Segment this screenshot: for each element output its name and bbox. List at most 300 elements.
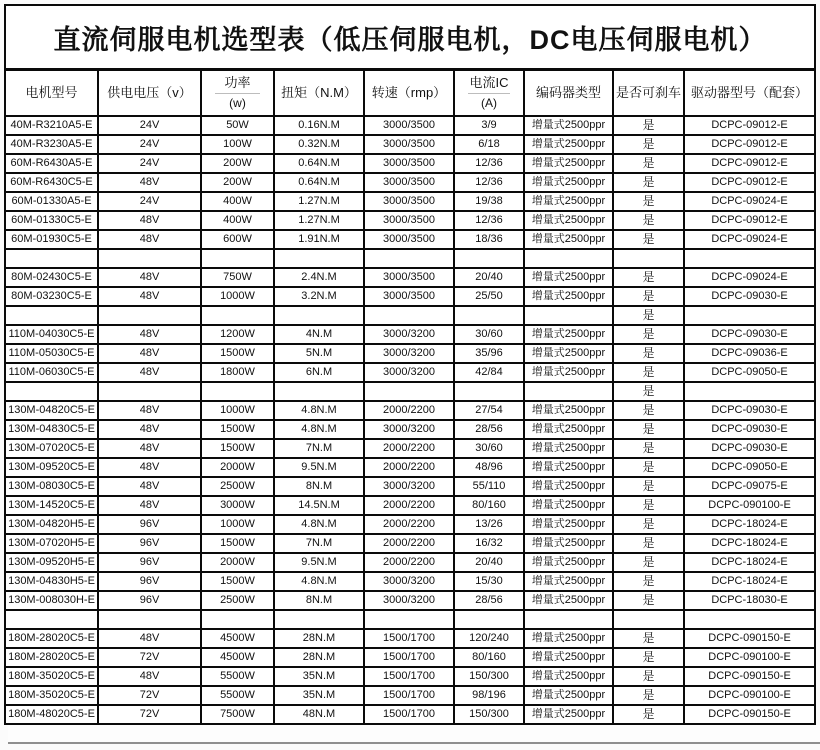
table-cell-model [5,306,98,325]
column-header-torque [274,70,364,117]
table-cell-current: 12/36 [454,211,524,230]
table-row [5,591,815,610]
table-cell-speed: 2000/2200 [364,553,454,572]
table-cell-voltage: 48V [98,420,201,439]
column-header-label: 功率 [224,74,251,90]
table-cell-torque: 4.8N.M [274,401,364,420]
table-cell-voltage [98,249,201,268]
table-row [5,268,815,287]
table-cell-current: 98/196 [454,686,524,705]
table-cell-speed: 3000/3500 [364,287,454,306]
table-cell-brake: 是 [613,572,684,591]
table-cell-torque: 0.32N.M [274,135,364,154]
table-cell-torque: 28N.M [274,629,364,648]
column-header-sublabel: (A) [468,93,510,111]
table-cell-driver [684,306,815,325]
table-cell-speed: 3000/3200 [364,477,454,496]
table-cell-speed: 2000/2200 [364,401,454,420]
table-cell-encoder: 增量式2500ppr [524,572,613,591]
table-cell-voltage: 72V [98,686,201,705]
table-cell-encoder: 增量式2500ppr [524,420,613,439]
table-row [5,363,815,382]
table-cell-torque: 48N.M [274,705,364,724]
table-cell-power: 1500W [201,572,274,591]
table-cell-torque: 8N.M [274,591,364,610]
table-cell-torque [274,306,364,325]
table-row [5,648,815,667]
table-cell-speed: 1500/1700 [364,686,454,705]
table-cell-speed: 2000/2200 [364,439,454,458]
table-cell-model: 130M-09520C5-E [5,458,98,477]
table-cell-voltage: 24V [98,135,201,154]
table-cell-speed: 2000/2200 [364,515,454,534]
table-cell-current: 6/18 [454,135,524,154]
table-cell-current: 25/50 [454,287,524,306]
table-cell-voltage: 48V [98,629,201,648]
table-cell-speed: 3000/3500 [364,135,454,154]
table-cell-model: 130M-08030C5-E [5,477,98,496]
table-cell-model: 180M-28020C5-E [5,648,98,667]
table-cell-driver: DCPC-09050-E [684,458,815,477]
table-cell-brake: 是 [613,515,684,534]
table-cell-brake: 是 [613,591,684,610]
table-cell-torque: 35N.M [274,686,364,705]
table-cell-torque: 0.64N.M [274,154,364,173]
table-cell-brake: 是 [613,211,684,230]
table-cell-speed: 1500/1700 [364,667,454,686]
table-row [5,534,815,553]
table-cell-torque: 3.2N.M [274,287,364,306]
table-cell-torque [274,610,364,629]
table-cell-power: 5500W [201,667,274,686]
table-cell-current: 13/26 [454,515,524,534]
table-cell-brake: 是 [613,116,684,135]
table-cell-encoder: 增量式2500ppr [524,705,613,724]
column-header-voltage [98,70,201,117]
table-cell-model: 110M-05030C5-E [5,344,98,363]
table-cell-driver [684,610,815,629]
table-cell-model: 130M-04820H5-E [5,515,98,534]
table-cell-speed: 3000/3200 [364,420,454,439]
table-cell-driver: DCPC-18024-E [684,572,815,591]
table-cell-brake: 是 [613,382,684,401]
table-cell-torque: 5N.M [274,344,364,363]
table-cell-current: 28/56 [454,591,524,610]
column-header-current [454,70,524,117]
table-cell-brake: 是 [613,439,684,458]
table-cell-torque: 1.91N.M [274,230,364,249]
table-cell-model: 180M-35020C5-E [5,667,98,686]
table-cell-voltage: 96V [98,534,201,553]
table-cell-power: 2000W [201,553,274,572]
table-cell-power: 1500W [201,420,274,439]
table-cell-voltage: 24V [98,192,201,211]
table-cell-encoder [524,306,613,325]
table-cell-power: 200W [201,154,274,173]
table-cell-voltage [98,306,201,325]
table-cell-voltage: 48V [98,477,201,496]
table-cell-encoder: 增量式2500ppr [524,325,613,344]
table-cell-driver: DCPC-09012-E [684,116,815,135]
table-cell-model: 40M-R3210A5-E [5,116,98,135]
table-row [5,230,815,249]
column-header-encoder [524,70,613,117]
table-cell-power [201,306,274,325]
table-cell-power: 1000W [201,287,274,306]
table-row [5,553,815,572]
table-body [5,116,815,724]
table-row [5,325,815,344]
table-cell-current: 28/56 [454,420,524,439]
table-cell-driver: DCPC-090100-E [684,496,815,515]
table-cell-encoder: 增量式2500ppr [524,591,613,610]
table-cell-driver: DCPC-09030-E [684,287,815,306]
table-cell-current: 80/160 [454,648,524,667]
table-cell-driver: DCPC-090150-E [684,705,815,724]
table-cell-encoder: 增量式2500ppr [524,496,613,515]
table-cell-brake: 是 [613,154,684,173]
table-cell-encoder: 增量式2500ppr [524,686,613,705]
table-cell-voltage: 48V [98,287,201,306]
table-cell-brake: 是 [613,287,684,306]
table-cell-driver: DCPC-090100-E [684,686,815,705]
table-cell-speed: 3000/3500 [364,116,454,135]
table-row [5,116,815,135]
table-cell-current: 30/60 [454,325,524,344]
column-header-label: 转速（rmp） [371,84,447,100]
column-header-speed [364,70,454,117]
table-cell-power: 1800W [201,363,274,382]
table-cell-current: 16/32 [454,534,524,553]
table-cell-encoder: 增量式2500ppr [524,648,613,667]
table-cell-model [5,610,98,629]
table-cell-voltage: 48V [98,496,201,515]
table-cell-model: 60M-01930C5-E [5,230,98,249]
table-cell-model: 60M-R6430A5-E [5,154,98,173]
table-cell-encoder: 增量式2500ppr [524,173,613,192]
table-cell-torque: 9.5N.M [274,553,364,572]
table-row [5,192,815,211]
table-cell-current: 20/40 [454,268,524,287]
column-header-label: 编码器类型 [535,84,601,100]
table-cell-driver: DCPC-18024-E [684,553,815,572]
table-cell-driver: DCPC-090150-E [684,629,815,648]
table-cell-torque: 28N.M [274,648,364,667]
table-cell-voltage: 48V [98,458,201,477]
table-cell-driver: DCPC-18024-E [684,534,815,553]
table-cell-torque: 4.8N.M [274,420,364,439]
table-cell-speed: 1500/1700 [364,705,454,724]
table-cell-torque: 4.8N.M [274,515,364,534]
table-cell-encoder: 增量式2500ppr [524,515,613,534]
table-cell-speed: 3000/3500 [364,268,454,287]
table-cell-driver: DCPC-09030-E [684,401,815,420]
table-cell-torque: 4.8N.M [274,572,364,591]
table-cell-voltage: 48V [98,230,201,249]
table-cell-current: 15/30 [454,572,524,591]
table-cell-speed: 1500/1700 [364,648,454,667]
table-cell-driver: DCPC-09050-E [684,363,815,382]
table-cell-brake: 是 [613,458,684,477]
table-row [5,458,815,477]
table-cell-encoder: 增量式2500ppr [524,458,613,477]
table-row [5,154,815,173]
table-cell-encoder: 增量式2500ppr [524,154,613,173]
table-cell-driver: DCPC-09030-E [684,439,815,458]
table-cell-power: 400W [201,211,274,230]
table-cell-voltage: 96V [98,591,201,610]
table-cell-current [454,382,524,401]
table-cell-power: 4500W [201,648,274,667]
column-header-label: 扭矩（N.M） [281,84,357,100]
table-cell-torque: 35N.M [274,667,364,686]
table-cell-current: 150/300 [454,667,524,686]
table-cell-torque: 0.16N.M [274,116,364,135]
table-cell-current: 12/36 [454,173,524,192]
table-cell-model: 60M-01330A5-E [5,192,98,211]
column-header-label: 是否可刹车 [615,84,681,100]
table-cell-brake: 是 [613,173,684,192]
table-cell-speed: 3000/3500 [364,154,454,173]
table-cell-encoder [524,382,613,401]
table-cell-driver [684,382,815,401]
table-cell-model: 80M-02430C5-E [5,268,98,287]
table-cell-model: 180M-28020C5-E [5,629,98,648]
table-cell-voltage: 48V [98,325,201,344]
table-cell-driver: DCPC-09012-E [684,154,815,173]
table-cell-driver: DCPC-18030-E [684,591,815,610]
table-cell-power: 3000W [201,496,274,515]
table-cell-current: 55/110 [454,477,524,496]
table-cell-brake: 是 [613,192,684,211]
empty-separator-row [5,610,815,629]
table-cell-brake: 是 [613,420,684,439]
table-cell-model: 130M-04820C5-E [5,401,98,420]
table-cell-voltage: 24V [98,116,201,135]
table-cell-model: 60M-01330C5-E [5,211,98,230]
table-cell-voltage: 96V [98,515,201,534]
table-cell-driver: DCPC-09024-E [684,268,815,287]
table-cell-speed: 3000/3200 [364,591,454,610]
table-cell-power: 2500W [201,477,274,496]
table-cell-speed: 3000/3500 [364,230,454,249]
table-cell-voltage: 48V [98,211,201,230]
table-cell-driver: DCPC-090150-E [684,667,815,686]
table-cell-power [201,249,274,268]
table-cell-speed [364,610,454,629]
table-cell-brake: 是 [613,344,684,363]
table-cell-brake [613,249,684,268]
table-cell-current: 19/38 [454,192,524,211]
table-cell-encoder: 增量式2500ppr [524,553,613,572]
table-cell-brake: 是 [613,553,684,572]
table-cell-model: 130M-07020C5-E [5,439,98,458]
table-cell-torque: 7N.M [274,439,364,458]
table-cell-power: 2000W [201,458,274,477]
table-cell-power [201,610,274,629]
table-cell-speed: 3000/3500 [364,192,454,211]
column-header-power [201,70,274,117]
table-cell-current: 27/54 [454,401,524,420]
table-cell-driver: DCPC-09024-E [684,230,815,249]
table-cell-voltage: 48V [98,401,201,420]
table-cell-power: 1000W [201,515,274,534]
table-cell-encoder: 增量式2500ppr [524,344,613,363]
table-cell-speed: 2000/2200 [364,534,454,553]
table-row [5,135,815,154]
table-cell-encoder [524,610,613,629]
column-header-sublabel: (w) [215,93,259,111]
table-cell-speed: 2000/2200 [364,458,454,477]
table-cell-current: 18/36 [454,230,524,249]
table-cell-power: 4500W [201,629,274,648]
table-cell-model: 110M-04030C5-E [5,325,98,344]
table-cell-model: 60M-R6430C5-E [5,173,98,192]
table-cell-driver [684,249,815,268]
table-row [5,382,815,401]
table-cell-power: 1500W [201,344,274,363]
table-cell-current: 30/60 [454,439,524,458]
table-cell-power: 1200W [201,325,274,344]
table-row [5,477,815,496]
table-cell-encoder: 增量式2500ppr [524,211,613,230]
table-cell-voltage: 24V [98,154,201,173]
table-cell-power [201,382,274,401]
table-cell-voltage: 96V [98,572,201,591]
table-cell-driver: DCPC-09024-E [684,192,815,211]
table-cell-speed: 3000/3200 [364,363,454,382]
table-cell-torque: 14.5N.M [274,496,364,515]
table-cell-encoder: 增量式2500ppr [524,135,613,154]
table-cell-torque: 0.64N.M [274,173,364,192]
table-cell-torque: 8N.M [274,477,364,496]
table-cell-model: 130M-07020H5-E [5,534,98,553]
table-cell-current: 48/96 [454,458,524,477]
table-cell-brake: 是 [613,325,684,344]
table-cell-brake: 是 [613,363,684,382]
table-cell-brake: 是 [613,306,684,325]
table-cell-brake: 是 [613,686,684,705]
table-cell-current: 12/36 [454,154,524,173]
table-cell-torque: 4N.M [274,325,364,344]
table-cell-encoder: 增量式2500ppr [524,477,613,496]
table-cell-power: 1500W [201,439,274,458]
column-header-driver [684,70,815,117]
table-cell-driver: DCPC-09030-E [684,420,815,439]
table-row [5,496,815,515]
table-cell-voltage: 48V [98,667,201,686]
table-cell-model: 40M-R3230A5-E [5,135,98,154]
table-row [5,287,815,306]
table-cell-torque [274,382,364,401]
title-row [5,5,815,70]
table-cell-torque: 9.5N.M [274,458,364,477]
table-cell-encoder: 增量式2500ppr [524,230,613,249]
table-cell-torque: 1.27N.M [274,211,364,230]
table-cell-speed: 1500/1700 [364,629,454,648]
table-cell-encoder: 增量式2500ppr [524,439,613,458]
table-cell-voltage: 72V [98,648,201,667]
table-title: 直流伺服电机选型表（低压伺服电机，DC电压伺服电机） [5,5,815,70]
table-row [5,686,815,705]
column-header-label: 电机型号 [25,84,78,100]
motor-selection-table [4,4,816,725]
table-cell-driver: DCPC-18024-E [684,515,815,534]
table-cell-current: 80/160 [454,496,524,515]
table-row [5,306,815,325]
table-cell-brake [613,610,684,629]
table-cell-model: 130M-008030H-E [5,591,98,610]
table-cell-power: 400W [201,192,274,211]
table-cell-model: 80M-03230C5-E [5,287,98,306]
table-row [5,173,815,192]
table-cell-model: 130M-04830H5-E [5,572,98,591]
table-cell-model [5,382,98,401]
table-row [5,629,815,648]
table-cell-current [454,249,524,268]
table-cell-power: 50W [201,116,274,135]
table-cell-current [454,306,524,325]
table-cell-speed [364,382,454,401]
table-row [5,420,815,439]
table-cell-brake: 是 [613,629,684,648]
table-cell-speed: 3000/3500 [364,173,454,192]
table-cell-driver: DCPC-09075-E [684,477,815,496]
table-cell-encoder [524,249,613,268]
table-cell-driver: DCPC-09036-E [684,344,815,363]
table-cell-voltage [98,382,201,401]
table-cell-voltage: 48V [98,439,201,458]
table-cell-speed [364,249,454,268]
table-cell-encoder: 增量式2500ppr [524,534,613,553]
table-cell-brake: 是 [613,401,684,420]
cutoff-row-edge [8,725,820,744]
table-cell-voltage: 96V [98,553,201,572]
table-cell-speed: 3000/3200 [364,325,454,344]
table-cell-driver: DCPC-09030-E [684,325,815,344]
table-cell-model: 130M-14520C5-E [5,496,98,515]
table-row [5,401,815,420]
table-cell-brake: 是 [613,648,684,667]
table-row [5,344,815,363]
table-cell-encoder: 增量式2500ppr [524,268,613,287]
table-cell-power: 600W [201,230,274,249]
table-cell-model: 180M-48020C5-E [5,705,98,724]
table-cell-brake: 是 [613,667,684,686]
table-cell-power: 7500W [201,705,274,724]
table-cell-power: 200W [201,173,274,192]
table-cell-model: 130M-04830C5-E [5,420,98,439]
table-cell-speed: 3000/3500 [364,211,454,230]
table-cell-torque: 7N.M [274,534,364,553]
table-row [5,211,815,230]
column-header-label: 驱动器型号（配套） [691,84,809,100]
table-cell-encoder: 增量式2500ppr [524,629,613,648]
table-cell-speed: 2000/2200 [364,496,454,515]
table-cell-brake: 是 [613,496,684,515]
table-cell-power: 1000W [201,401,274,420]
column-header-model [5,70,98,117]
table-cell-current: 42/84 [454,363,524,382]
table-row [5,515,815,534]
table-cell-current [454,610,524,629]
table-cell-driver: DCPC-09012-E [684,135,815,154]
table-cell-speed: 3000/3200 [364,344,454,363]
table-cell-driver: DCPC-090100-E [684,648,815,667]
table-cell-voltage: 48V [98,363,201,382]
table-cell-brake: 是 [613,534,684,553]
table-cell-voltage [98,610,201,629]
